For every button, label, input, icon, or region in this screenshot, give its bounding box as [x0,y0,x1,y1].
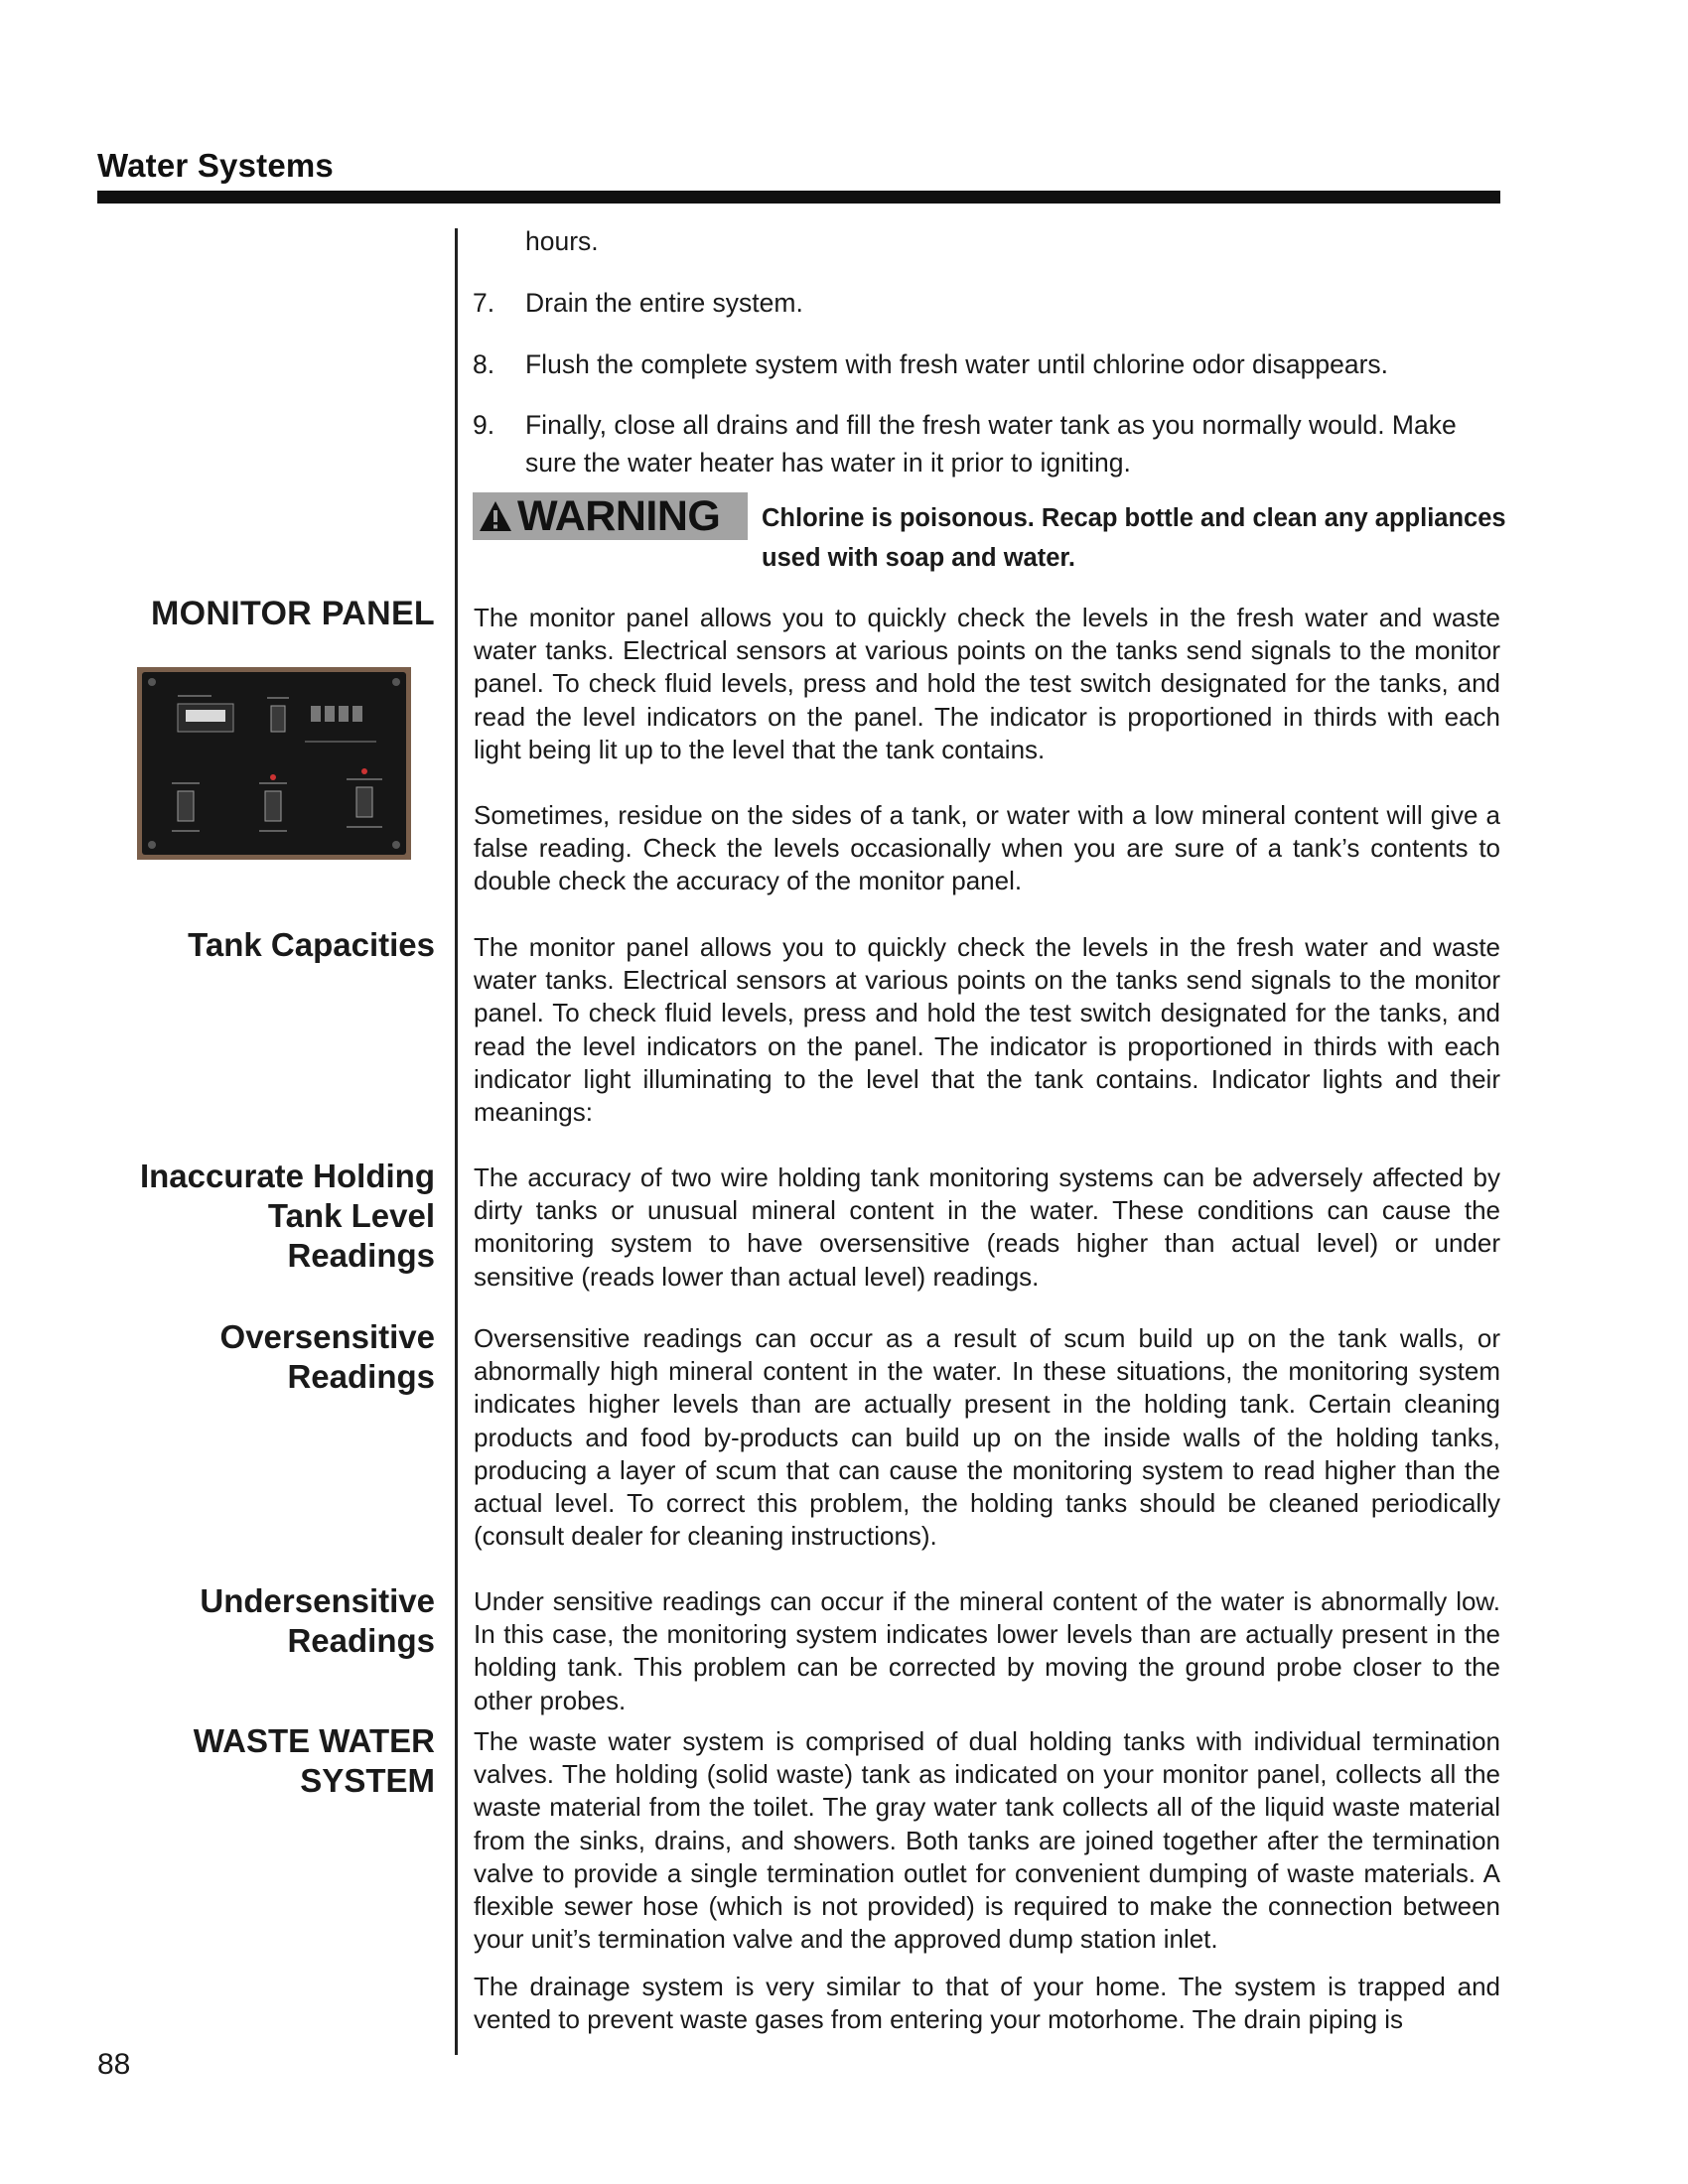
waste-water-paragraph-2: The drainage system is very similar to that of your home. The system is trapped and vented to prevent waste gases from entering your motorhome. The drain piping is [474,1972,1500,2035]
monitor-panel-photo [137,667,411,860]
warning-label: WARNING [517,492,721,540]
oversensitive-paragraph: Oversensitive readings can occur as a result of scum build up on the tank walls, or abnormally high mineral content in the water. In these situations, the monitoring system indicates higher levels than are actually present in the holding tank. Certain cleaning products and food by-products can build up on the inside walls of the holding tanks, producing a layer of scum that can cause the monitoring system to read higher than the actual level. To correct this problem, the holding tanks should be cleaned periodically (consult dealer for cleaning instructions). [474,1323,1500,1552]
section-heading-undersensitive-line2: Readings [287,1622,435,1659]
undersensitive-paragraph: Under sensitive readings can occur if the mineral content of the water is abnormally low. In this case, the monitoring system indicates lower levels than are actually present in the holding tank. This problem can be corrected by moving the ground probe closer to the other probes. [474,1586,1500,1715]
inaccurate-paragraph: The accuracy of two wire holding tank monitoring systems can be adversely affected by dirty tanks or unusual mineral content in the water. These conditions can cause the monitoring system to have oversensitive (reads higher than actual level) or under sensitive (reads lower than actual level) readings. [474,1162,1500,1292]
section-heading-inaccurate-line1: Inaccurate Holding [139,1158,435,1194]
section-heading-monitor-panel: MONITOR PANEL [151,595,435,632]
header-rule [97,191,1500,204]
waste-water-paragraph-1: The waste water system is comprised of dual holding tanks with individual termination valves. The holding (solid waste) tank as indicated on your monitor panel, collects all the waste material from the toilet. The gray water tank collects all of the liquid waste material from the sinks, drains, and showers. Both tanks are joined together after the termination valve to provide a single termination outlet for convenient dumping of waste materials. A flexible sewer hose (which is not provided) is required to make the connection between your unit’s termination valve and the approved dump station inlet. [474,1726,1500,1955]
section-heading-tank-capacities: Tank Capacities [188,926,435,963]
step-text: Flush the complete system with fresh water until chlorine odor disappears. [525,349,1389,379]
step-number: 8. [473,349,495,379]
step-item [473,406,1525,485]
page-number: 88 [97,2048,131,2081]
section-heading-waste-water-line2: SYSTEM [300,1762,435,1799]
monitor-panel-paragraph-1: The monitor panel allows you to quickly check the levels in the fresh water and waste water tanks. Electrical sensors at various points on the tanks send signals to the monitor panel. To check fluid levels, press and hold the test switch designated for the tanks, and read the level indicators on the panel. The indicator is proportioned in thirds with each light being lit up to the level that the tank contains. [474,603,1500,764]
section-header-title: Water Systems [97,147,334,184]
section-heading-oversensitive-line2: Readings [287,1358,435,1395]
step-number: 9. [473,410,495,440]
step-number: 7. [473,288,495,318]
monitor-panel-paragraph-2: Sometimes, residue on the sides of a tank, or water with a low mineral content will give a false reading. Check the levels occasionally when you are sure of a tank’s contents to double check the accuracy of the monitor panel. [474,800,1500,896]
section-heading-waste-water-line1: WASTE WATER [193,1722,435,1759]
step-text-line1: Finally, close all drains and fill the fresh water tank as you normally would. Make [525,410,1457,440]
monitor-panel-illustration [142,672,406,855]
warning-text: Chlorine is poisonous. Recap bottle and clean any appliances used with soap and water. [762,504,1506,572]
warning-triangle-icon [479,499,512,533]
section-heading-inaccurate-line3: Readings [287,1237,435,1274]
section-heading-undersensitive-line1: Undersensitive [200,1582,435,1619]
step-text-line2: sure the water heater has water in it prior to igniting. [525,448,1131,478]
tank-capacities-paragraph: The monitor panel allows you to quickly check the levels in the fresh water and waste water tanks. Electrical sensors at various points on the tanks send signals to the monitor panel. To check fluid levels, press and hold the test switch designated for the tanks, and read the level indicators on the panel. The indicator is proportioned in thirds with each indicator light illuminating to the level that the tank contains. Indicator lights and their meanings: [474,932,1500,1128]
step-continuation: hours. [525,226,599,256]
step-text: Drain the entire system. [525,288,803,318]
warning-badge [473,492,748,540]
section-heading-oversensitive-line1: Oversensitive [219,1318,435,1355]
column-divider [455,228,458,2055]
section-heading-inaccurate-line2: Tank Level [267,1197,435,1234]
